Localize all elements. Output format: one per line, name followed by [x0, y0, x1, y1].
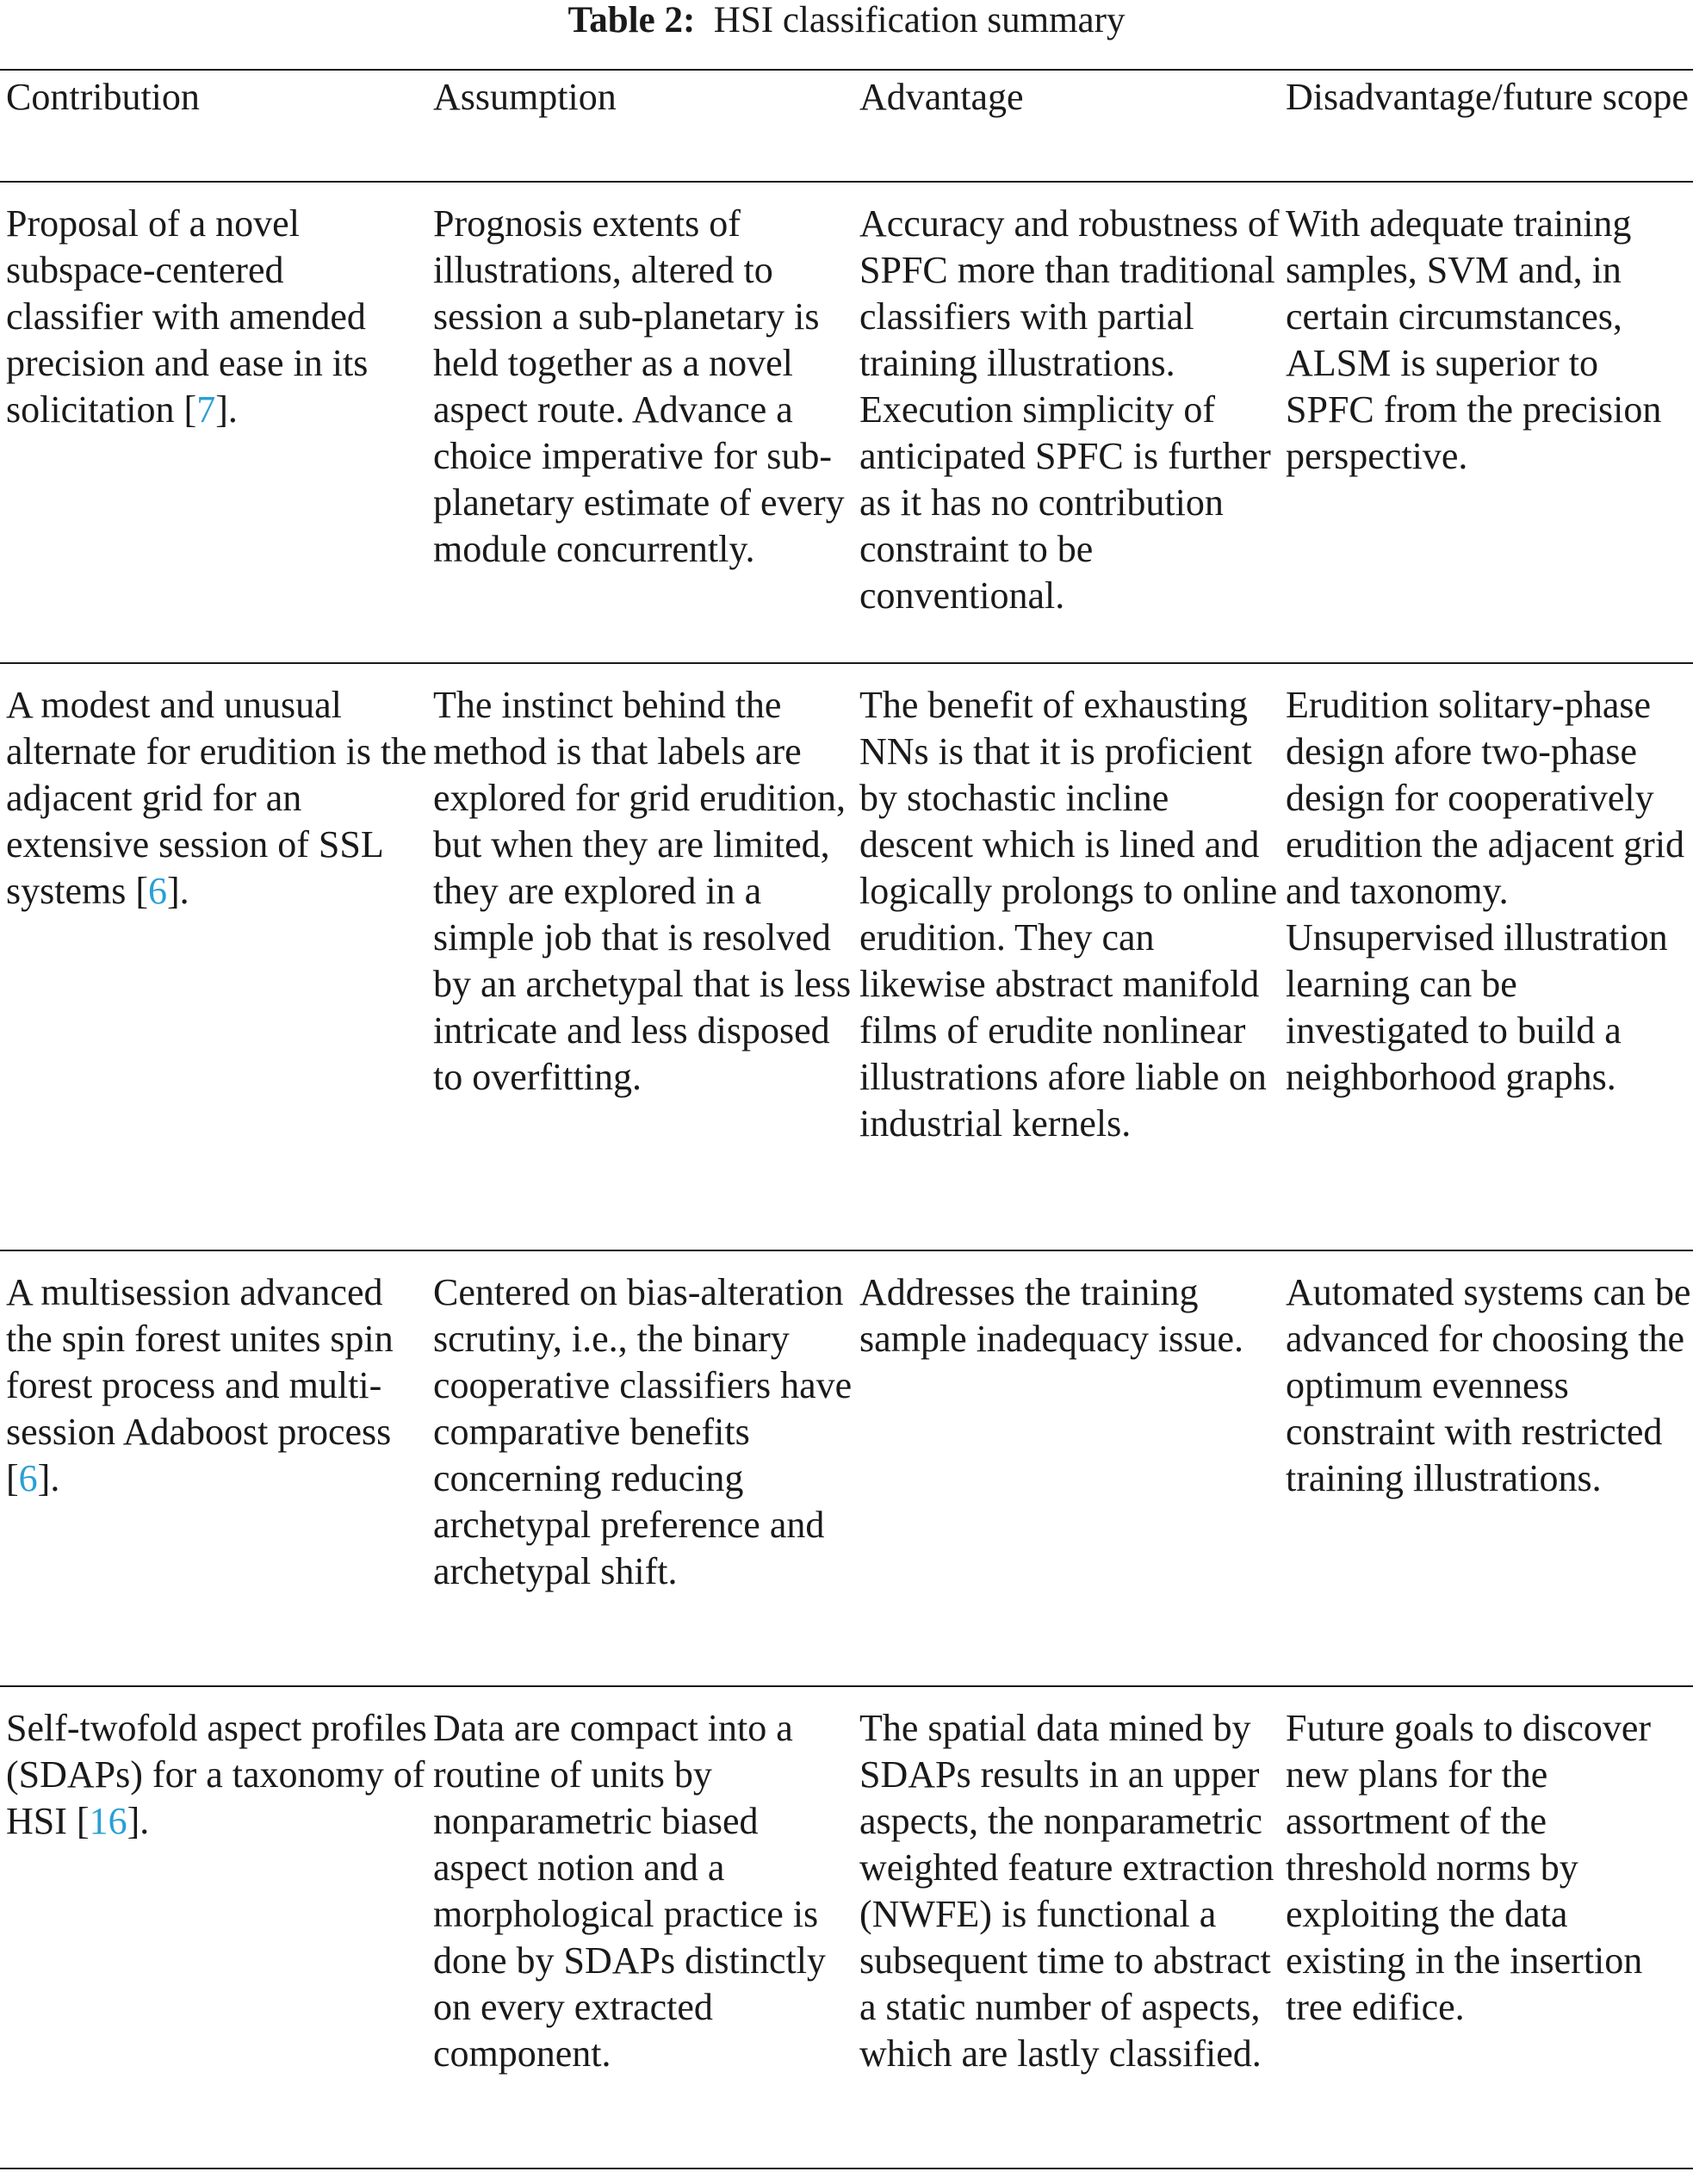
cell-disadvantage: Future goals to discover new plans for the assortment of the threshold norms by exploiting the data existing in the insertion tree edifice. [1280, 1686, 1693, 2168]
contribution-suffix: . [179, 870, 189, 912]
cell-advantage: The spatial data mined by SDAPs results in an upper aspects, the nonparametric weighted feature extraction (NWFE) is functional a subsequent time to abstract a static number of aspects, which are lastly classified. [853, 1686, 1280, 2168]
contribution-text: Proposal of a novel subspace-centered classifier with amended precision and ease in its solicitation [6, 202, 369, 431]
cell-contribution: A multisession advanced the spin forest unites spin forest process and multi-session Adaboost process [6]. [0, 1250, 427, 1686]
cell-disadvantage: Erudition solitary-phase design afore two-phase design for cooperatively erudition the adjacent grid and taxonomy. Unsupervised illustration learning can be investigated to build a neighborhood graphs. [1280, 663, 1693, 1250]
header-advantage: Advantage [853, 70, 1280, 182]
contribution-text: A modest and unusual alternate for erudition is the adjacent grid for an extensive session of SSL systems [6, 684, 427, 912]
caption-label: Table 2: [567, 0, 696, 40]
cell-assumption: Prognosis extents of illustrations, altered to session a sub-planetary is held together as a novel aspect route. Advance a choice imperative for sub-planetary estimate of every module concurrently. [427, 182, 853, 663]
cell-disadvantage: With adequate training samples, SVM and, in certain circumstances, ALSM is superior to SPFC from the precision perspective. [1280, 182, 1693, 663]
caption-title: HSI classification summary [713, 0, 1126, 40]
cell-contribution: Proposal of a novel subspace-centered classifier with amended precision and ease in its solicitation [7]. [0, 182, 427, 663]
cell-advantage: The benefit of exhausting NNs is that it is proficient by stochastic incline descent which is lined and logically prolongs to online erudition. They can likewise abstract manifold films of erudite nonlinear illustrations afore liable on industrial kernels. [853, 663, 1280, 1250]
contribution-text: A multisession advanced the spin forest unites spin forest process and multi-session Adaboost process [6, 1271, 394, 1453]
contribution-suffix: . [50, 1457, 60, 1499]
cell-contribution: Self-twofold aspect profiles (SDAPs) for a taxonomy of HSI [16]. [0, 1686, 427, 2168]
table-row [0, 1686, 1693, 2168]
citation-link[interactable]: 6 [148, 870, 168, 912]
header-disadvantage: Disadvantage/future scope [1280, 70, 1693, 182]
cell-assumption: Data are compact into a routine of units by nonparametric biased aspect notion and a morphological practice is done by SDAPs distinctly on every extracted component. [427, 1686, 853, 2168]
header-assumption: Assumption [427, 70, 853, 182]
citation-link[interactable]: 6 [18, 1457, 38, 1499]
contribution-text: Self-twofold aspect profiles (SDAPs) for a taxonomy of HSI [6, 1707, 427, 1842]
table-row [0, 1250, 1693, 1686]
citation-link[interactable]: 7 [196, 388, 216, 431]
table-row [0, 182, 1693, 663]
cell-advantage: Addresses the training sample inadequacy issue. [853, 1250, 1280, 1686]
contribution-suffix: . [140, 1800, 150, 1842]
header-contribution: Contribution [0, 70, 427, 182]
contribution-suffix: . [227, 388, 238, 431]
cell-contribution: A modest and unusual alternate for erudition is the adjacent grid for an extensive session of SSL systems [6]. [0, 663, 427, 1250]
citation-link[interactable]: 16 [89, 1800, 127, 1842]
table-row [0, 663, 1693, 1250]
cell-assumption: The instinct behind the method is that labels are explored for grid erudition, but when they are limited, they are explored in a simple job that is resolved by an archetypal that is less intricate and less disposed to overfitting. [427, 663, 853, 1250]
header-row [0, 70, 1693, 182]
cell-advantage: Accuracy and robustness of SPFC more than traditional classifiers with partial training illustrations. Execution simplicity of anticipated SPFC is further as it has no contribution constraint to be conventional. [853, 182, 1280, 663]
cell-assumption: Centered on bias-alteration scrutiny, i.e., the binary cooperative classifiers have comparative benefits concerning reducing archetypal preference and archetypal shift. [427, 1250, 853, 1686]
table-caption [0, 0, 1693, 52]
hsi-summary-table [0, 69, 1693, 2169]
cell-disadvantage: Automated systems can be advanced for choosing the optimum evenness constraint with restricted training illustrations. [1280, 1250, 1693, 1686]
